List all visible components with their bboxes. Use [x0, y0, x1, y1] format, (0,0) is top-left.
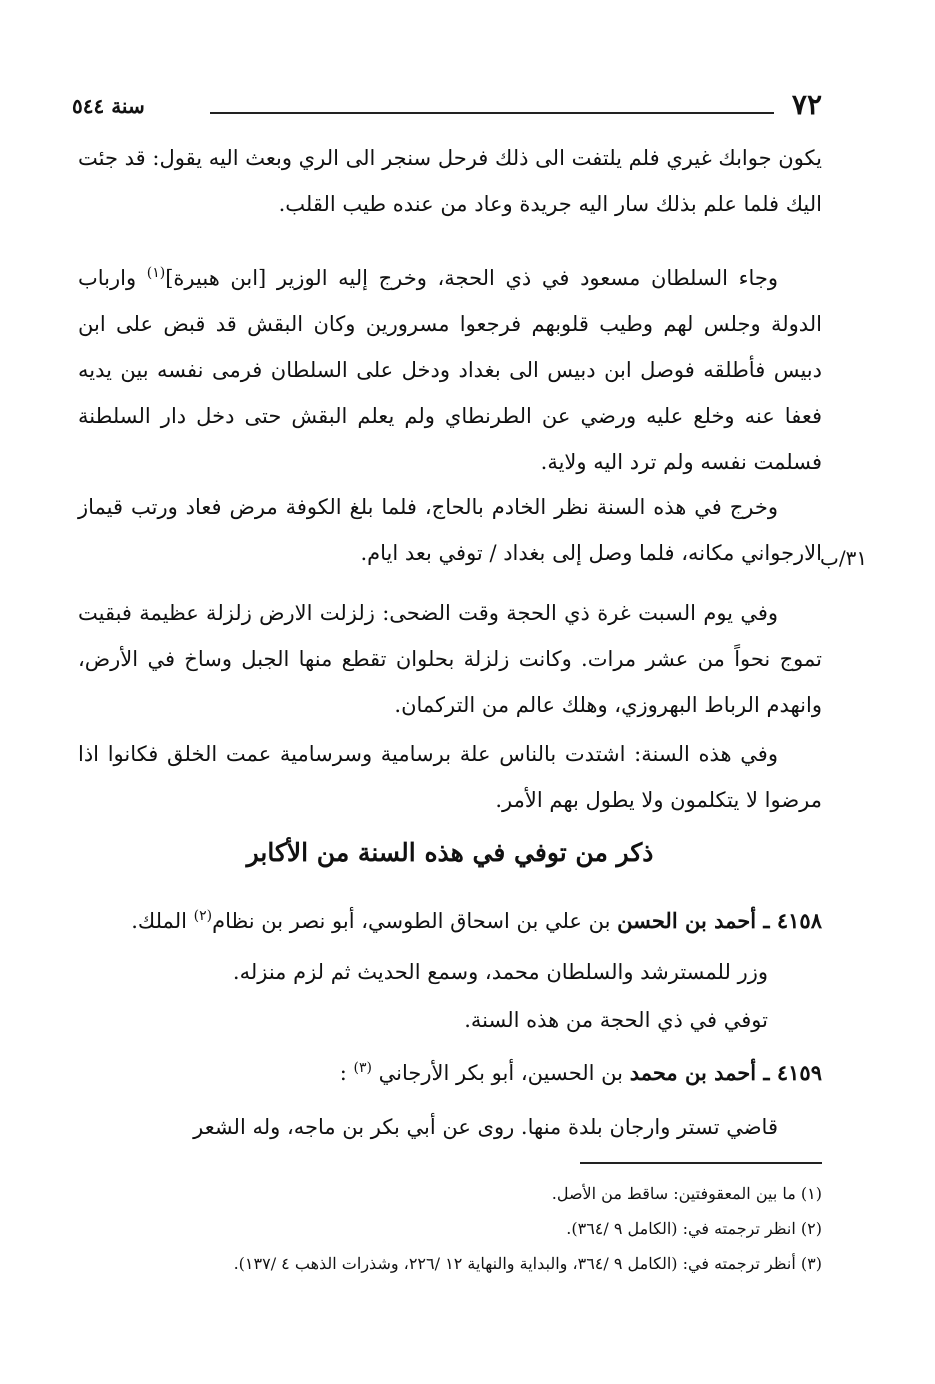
entry-4158-number: ٤١٥٨ ـ — [756, 908, 822, 933]
paragraph-2-part-a: وجاء السلطان مسعود في ذي الحجة، وخرج إليه الوزير [ابن هبيرة] — [165, 266, 778, 290]
entry-4159-name: أحمد بن محمد — [629, 1060, 757, 1085]
entry-4159-text: بن الحسين، أبو بكر الأرجاني — [371, 1061, 630, 1085]
entry-4158-text-b: الملك. — [131, 909, 194, 933]
paragraph-4: وفي يوم السبت غرة ذي الحجة وقت الضحى: زلزلت الارض زلزلة عظيمة فبقيت تموج نحواً من عشر مرات. وكانت زلزلة بحلوان تقطع منها الجبل وساخ في الأرض، وانهدم الرباط البهروزي، وهلك عالم من التركمان. — [78, 601, 822, 717]
running-head: سنة ٥٤٤ — [72, 94, 145, 118]
paragraph-1: يكون جوابك غيري فلم يلتفت الى ذلك فرحل سنجر الى الري وبعث اليه يقول: قد جئت اليك فلما علم بذلك سار اليه جريدة وعاد من عنده طيب القلب. — [78, 146, 822, 216]
entry-4158-line-3: توفي في ذي الحجة من هذه السنة. — [464, 1008, 768, 1032]
margin-folio-note: ٣١/ب — [820, 546, 868, 570]
footnote-rule — [580, 1162, 822, 1164]
paragraph-2 — [78, 250, 822, 485]
footnote-ref-1: (١) — [146, 265, 166, 281]
paragraph-2-part-b: وارباب الدولة وجلس لهم وطيب قلوبهم فرجعوا مسرورين وكان البقش قد قبض على ابن دبيس فأطلقه فوصل ابن دبيس الى بغداد ودخل على السلطان فرمى نفسه بين يديه فعفا عنه وخلع عليه ورضي عن الطرنطاي ولم يعلم البقش حتى دخل دار السلطنة فسلمت نفسه ولم ترد اليه ولاية. — [78, 266, 823, 474]
entry-4159-colon: : — [339, 1061, 354, 1085]
footnote-ref-2: (٢) — [193, 908, 213, 924]
header-rule — [210, 112, 774, 114]
page-number: ٧٢ — [791, 88, 822, 121]
paragraph-5: وفي هذه السنة: اشتدت بالناس علة برسامية وسرسامية عمت الخلق فكانوا اذا مرضوا لا يتكلمون ولا يطول بهم الأمر. — [78, 742, 822, 812]
footnote-3: (٣) أنظر ترجمته في: (الكامل ٩ /٣٦٤، والبداية والنهاية ١٢ /٢٢٦، وشذرات الذهب ٤ /١٣٧). — [233, 1254, 822, 1273]
entry-4158-text-a: بن علي بن اسحاق الطوسي، أبو نصر بن نظام — [212, 909, 618, 933]
footnote-2: (٢) انظر ترجمته في: (الكامل ٩ /٣٦٤). — [566, 1219, 822, 1238]
footnote-ref-3: (٣) — [353, 1060, 372, 1076]
section-title: ذكر من توفي في هذه السنة من الأكابر — [246, 838, 654, 867]
page-header — [72, 88, 822, 128]
entry-4159-line-2: قاضي تستر وارجان بلدة منها. روى عن أبي بكر بن ماجه، وله الشعر — [193, 1115, 778, 1139]
footnotes — [78, 1176, 822, 1281]
entry-4159-number: ٤١٥٩ ـ — [756, 1060, 822, 1085]
entry-4159 — [78, 1046, 822, 1095]
footnote-1: (١) ما بين المعقوفتين: ساقط من الأصل. — [551, 1184, 822, 1203]
entry-4158-line-2: وزر للمسترشد والسلطان محمد، وسمع الحديث ثم لزم منزله. — [232, 960, 768, 984]
entry-4158 — [78, 894, 822, 943]
paragraph-3: وخرج في هذه السنة نظر الخادم بالحاج، فلما بلغ الكوفة مرض فعاد ورتب قيماز الارجواني مكانه، فلما وصل إلى بغداد / توفي بعد ايام. — [78, 495, 822, 565]
entry-4158-name: أحمد بن الحسن — [617, 908, 757, 933]
